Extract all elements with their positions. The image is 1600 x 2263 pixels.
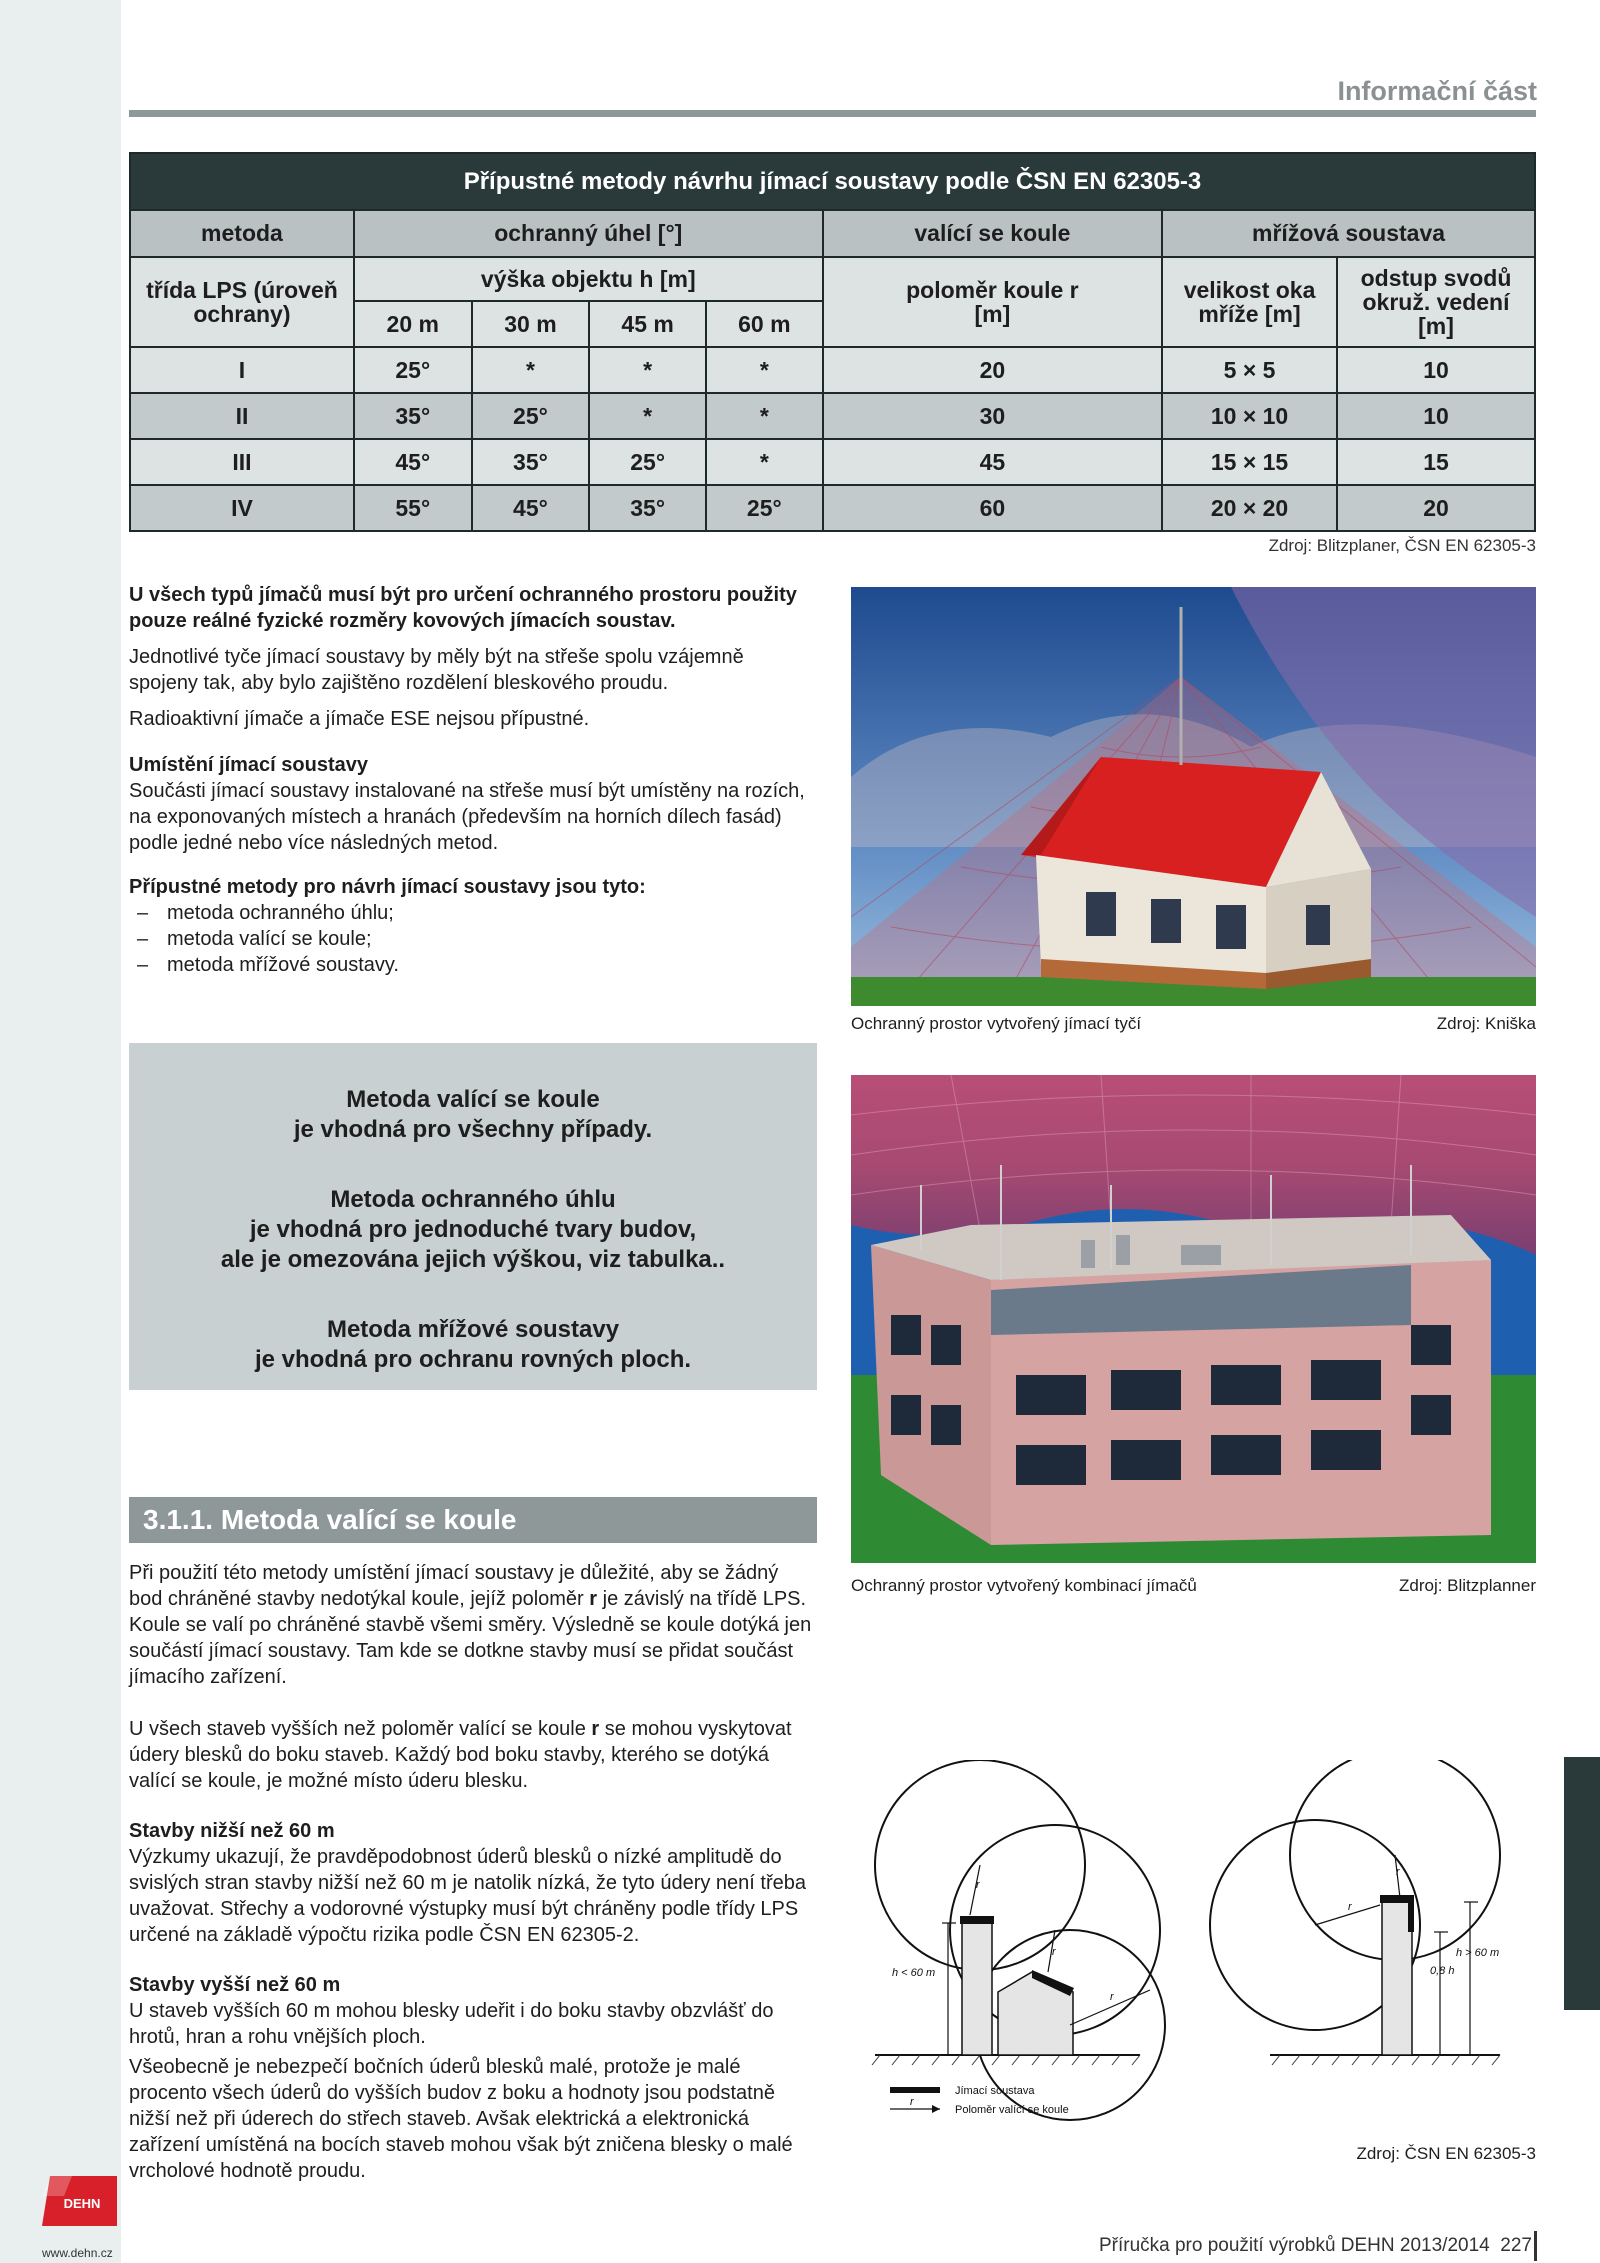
cell-r: 60 (823, 485, 1162, 531)
list-item: – metoda valící se koule; (129, 926, 817, 952)
intro-p2: Radioaktivní jímače a jímače ESE nejsou přípustné. (129, 708, 590, 730)
cell-oko: 20 × 20 (1162, 485, 1337, 531)
table-title: Přípustné metody návrhu jímací soustavy podle ČSN EN 62305-3 (130, 153, 1535, 210)
cell-r: 20 (823, 347, 1162, 393)
callout-line: Metoda mřížové soustavy (326, 1316, 620, 1343)
header-valici-koule: valící se koule (823, 210, 1162, 257)
cell-r: 45 (823, 439, 1162, 485)
cell-odstup: 10 (1337, 347, 1535, 393)
cell-h30: 25° (472, 393, 590, 439)
header-h60: 60 m (706, 301, 823, 347)
callout-line: je vhodná pro všechny případy. (293, 1116, 653, 1143)
cell-h45: 25° (589, 439, 706, 485)
callout-line: Metoda valící se koule (346, 1086, 600, 1113)
header-h45: 45 m (589, 301, 706, 347)
figure-2-caption: Ochranný prostor vytvořený kombinací jímačů (851, 1576, 1197, 1595)
section-p2 (129, 1716, 817, 1794)
section-p2-a: U všech staveb vyšších než poloměr valící se koule (129, 1718, 592, 1740)
intro-bold: U všech typů jímačů musí být pro určení ochranného prostoru použity pouze reálné fyzické rozměry kovových jímacích soustav. (129, 584, 797, 632)
section-p2-b: se mohou vyskytovat údery blesků do boku staveb. Každý bod boku stavby, kterého se dotýká valící se koule, je možné místo úderu blesku. (129, 1718, 792, 1792)
cell-h30: 35° (472, 439, 590, 485)
figure-1-source: Zdroj: Kniška (1436, 1014, 1536, 1033)
high-title: Stavby vyšší než 60 m (129, 1974, 341, 1996)
header-odstup-text: odstup svodů okruž. vedení [m] (1360, 265, 1512, 339)
placement-text: Součásti jímací soustavy instalované na střeše musí být umístěny na rozích, na exponovaných místech a hranách (především na horních dílech fasád) podle jedné nebo více následných metod. (129, 780, 805, 854)
radius-label: r (1110, 1991, 1114, 2003)
figure-1-caption: Ochranný prostor vytvořený jímací tyčí (851, 1014, 1142, 1033)
cell-trida: III (130, 439, 354, 485)
section-p2-r: r (591, 1718, 600, 1740)
list-item: – metoda mřížové soustavy. (129, 952, 817, 978)
height-08-label: 0,8 h (1430, 1965, 1455, 1977)
header-vyska: výška objektu h [m] (354, 257, 823, 301)
cell-h20: 55° (354, 485, 472, 531)
cell-oko: 15 × 15 (1162, 439, 1337, 485)
cell-h20: 35° (354, 393, 472, 439)
radius-label: r (1348, 1901, 1352, 1913)
cell-trida: IV (130, 485, 354, 531)
section-header-title: Informační část (1337, 76, 1537, 106)
cell-oko: 10 × 10 (1162, 393, 1337, 439)
figure-3-source: Zdroj: ČSN EN 62305-3 (1356, 2144, 1536, 2163)
cell-trida: II (130, 393, 354, 439)
placement-title: Umístění jímací soustavy (129, 754, 368, 776)
table-row (130, 485, 1535, 531)
left-margin-band (0, 0, 121, 2263)
cell-trida: I (130, 347, 354, 393)
section-body (129, 1560, 817, 2184)
header-mrizova: mřížová soustava (1162, 210, 1535, 257)
section-heading: 3.1.1. Metoda valící se koule (129, 1497, 817, 1543)
methods-list (129, 900, 817, 978)
callout-line: ale je omezována jejich výškou, viz tabulka.. (220, 1246, 726, 1273)
header-ochranny-uhel: ochranný úhel [°] (354, 210, 823, 257)
building-protection-image (851, 1075, 1536, 1563)
intro-text (129, 582, 817, 978)
header-odstup (1337, 257, 1535, 347)
header-h20: 20 m (354, 301, 472, 347)
cell-h45: 35° (589, 485, 706, 531)
house-protection-image (851, 587, 1536, 1006)
dehn-logo (42, 2176, 117, 2226)
chapter-side-tab (1564, 1757, 1600, 2010)
dehn-logo-text: DEHN (63, 2196, 101, 2211)
methods-table (129, 152, 1536, 532)
cell-h60: * (706, 439, 823, 485)
cell-h60: * (706, 393, 823, 439)
section-p1-b: je závislý na třídě LPS. Koule se valí po chráněné stavbě všemi směry. Výsledně se koule dotýká jen součástí jímací soustavy. Tam kde se dotkne stavby musí se přidat součást jímacího zařízení. (129, 1588, 812, 1688)
legend-air-termination: Jímací soustava (955, 2085, 1035, 2097)
header-trida-text: třída LPS (úroveň ochrany) (146, 277, 338, 327)
header-polomer-text: poloměr koule r [m] (906, 277, 1079, 327)
cell-odstup: 10 (1337, 393, 1535, 439)
legend-r-symbol: r (910, 2096, 914, 2108)
high-text-1: U staveb vyšších 60 m mohou blesky udeřit i do boku stavby obzvlášť do hrotů, hran a rohu vnějších ploch. (129, 2000, 774, 2048)
cell-odstup: 15 (1337, 439, 1535, 485)
footer (1099, 2235, 1532, 2257)
height-low-label: h < 60 m (892, 1967, 936, 1979)
radius-label: r (976, 1879, 980, 1891)
cell-h45: * (589, 393, 706, 439)
callout-line: Metoda ochranného úhlu (330, 1186, 616, 1213)
cell-h45: * (589, 347, 706, 393)
radius-label: r (1396, 1866, 1400, 1878)
table-row (130, 393, 1535, 439)
cell-h60: * (706, 347, 823, 393)
cell-h20: 25° (354, 347, 472, 393)
cell-r: 30 (823, 393, 1162, 439)
cell-odstup: 20 (1337, 485, 1535, 531)
height-high-label: h > 60 m (1456, 1947, 1500, 1959)
table-row (130, 347, 1535, 393)
cell-h30: 45° (472, 485, 590, 531)
header-metoda: metoda (130, 210, 354, 257)
header-rule (129, 110, 1536, 117)
cell-h60: 25° (706, 485, 823, 531)
section-p1-r: r (589, 1588, 598, 1610)
rolling-sphere-diagram (870, 1760, 1536, 2130)
methods-callout (129, 1043, 817, 1390)
callout-line: je vhodná pro ochranu rovných ploch. (254, 1346, 692, 1373)
header-velikost (1162, 257, 1337, 347)
header-polomer (823, 257, 1162, 347)
header-trida (130, 257, 354, 347)
cell-oko: 5 × 5 (1162, 347, 1337, 393)
legend-radius: Poloměr valící se koule (955, 2104, 1069, 2116)
footer-bar (1534, 2231, 1537, 2261)
page-number: 227 (1500, 2235, 1532, 2256)
website-url[interactable]: www.dehn.cz (42, 2246, 113, 2260)
low-title: Stavby nižší než 60 m (129, 1820, 335, 1842)
intro-p1: Jednotlivé tyče jímací soustavy by měly být na střeše spolu vzájemně spojeny tak, aby bylo zajištěno rozdělení bleskového proudu. (129, 646, 744, 694)
cell-h30: * (472, 347, 590, 393)
header-velikost-text: velikost oka mříže [m] (1183, 277, 1316, 327)
figure-2-source: Zdroj: Blitzplanner (1398, 1576, 1536, 1595)
high-text-2: Všeobecně je nebezpečí bočních úderů blesků malé, protože je malé procento všech úderů do vyšších budov z boku a hodnoty jsou podstatně nižší než při úderech do střech staveb. Avšak elektrická a elektronická zařízení umístěná na bocích staveb mohou však být zničena blesky o malé vrcholové hodnotě proudu. (129, 2056, 793, 2182)
section-p1 (129, 1560, 817, 1690)
cell-h20: 45° (354, 439, 472, 485)
callout-line: je vhodná pro jednoduché tvary budov, (249, 1216, 697, 1243)
footer-text: Příručka pro použití výrobků DEHN 2013/2014 (1098, 2235, 1490, 2256)
methods-title: Přípustné metody pro návrh jímací soustavy jsou tyto: (129, 876, 646, 898)
low-text: Výzkumy ukazují, že pravděpodobnost úderů blesků o nízké amplitudě do svislých stran stavby nižší než 60 m je natolik nízká, že tyto údery není třeba uvažovat. Střechy a vodorovné výstupky musí být chráněny podle třídy LPS určené na základě výpočtu rizika podle ČSN EN 62305-2. (129, 1846, 806, 1946)
section-p1-a: Při použití této metody umístění jímací soustavy je důležité, aby se žádný bod chráněné stavby nedotýkal koule, jejíž poloměr (129, 1562, 779, 1610)
table-source: Zdroj: Blitzplaner, ČSN EN 62305-3 (1268, 536, 1536, 555)
radius-label: r (1052, 1946, 1056, 1958)
table-row (130, 439, 1535, 485)
header-h30: 30 m (472, 301, 590, 347)
list-item: – metoda ochranného úhlu; (129, 900, 817, 926)
